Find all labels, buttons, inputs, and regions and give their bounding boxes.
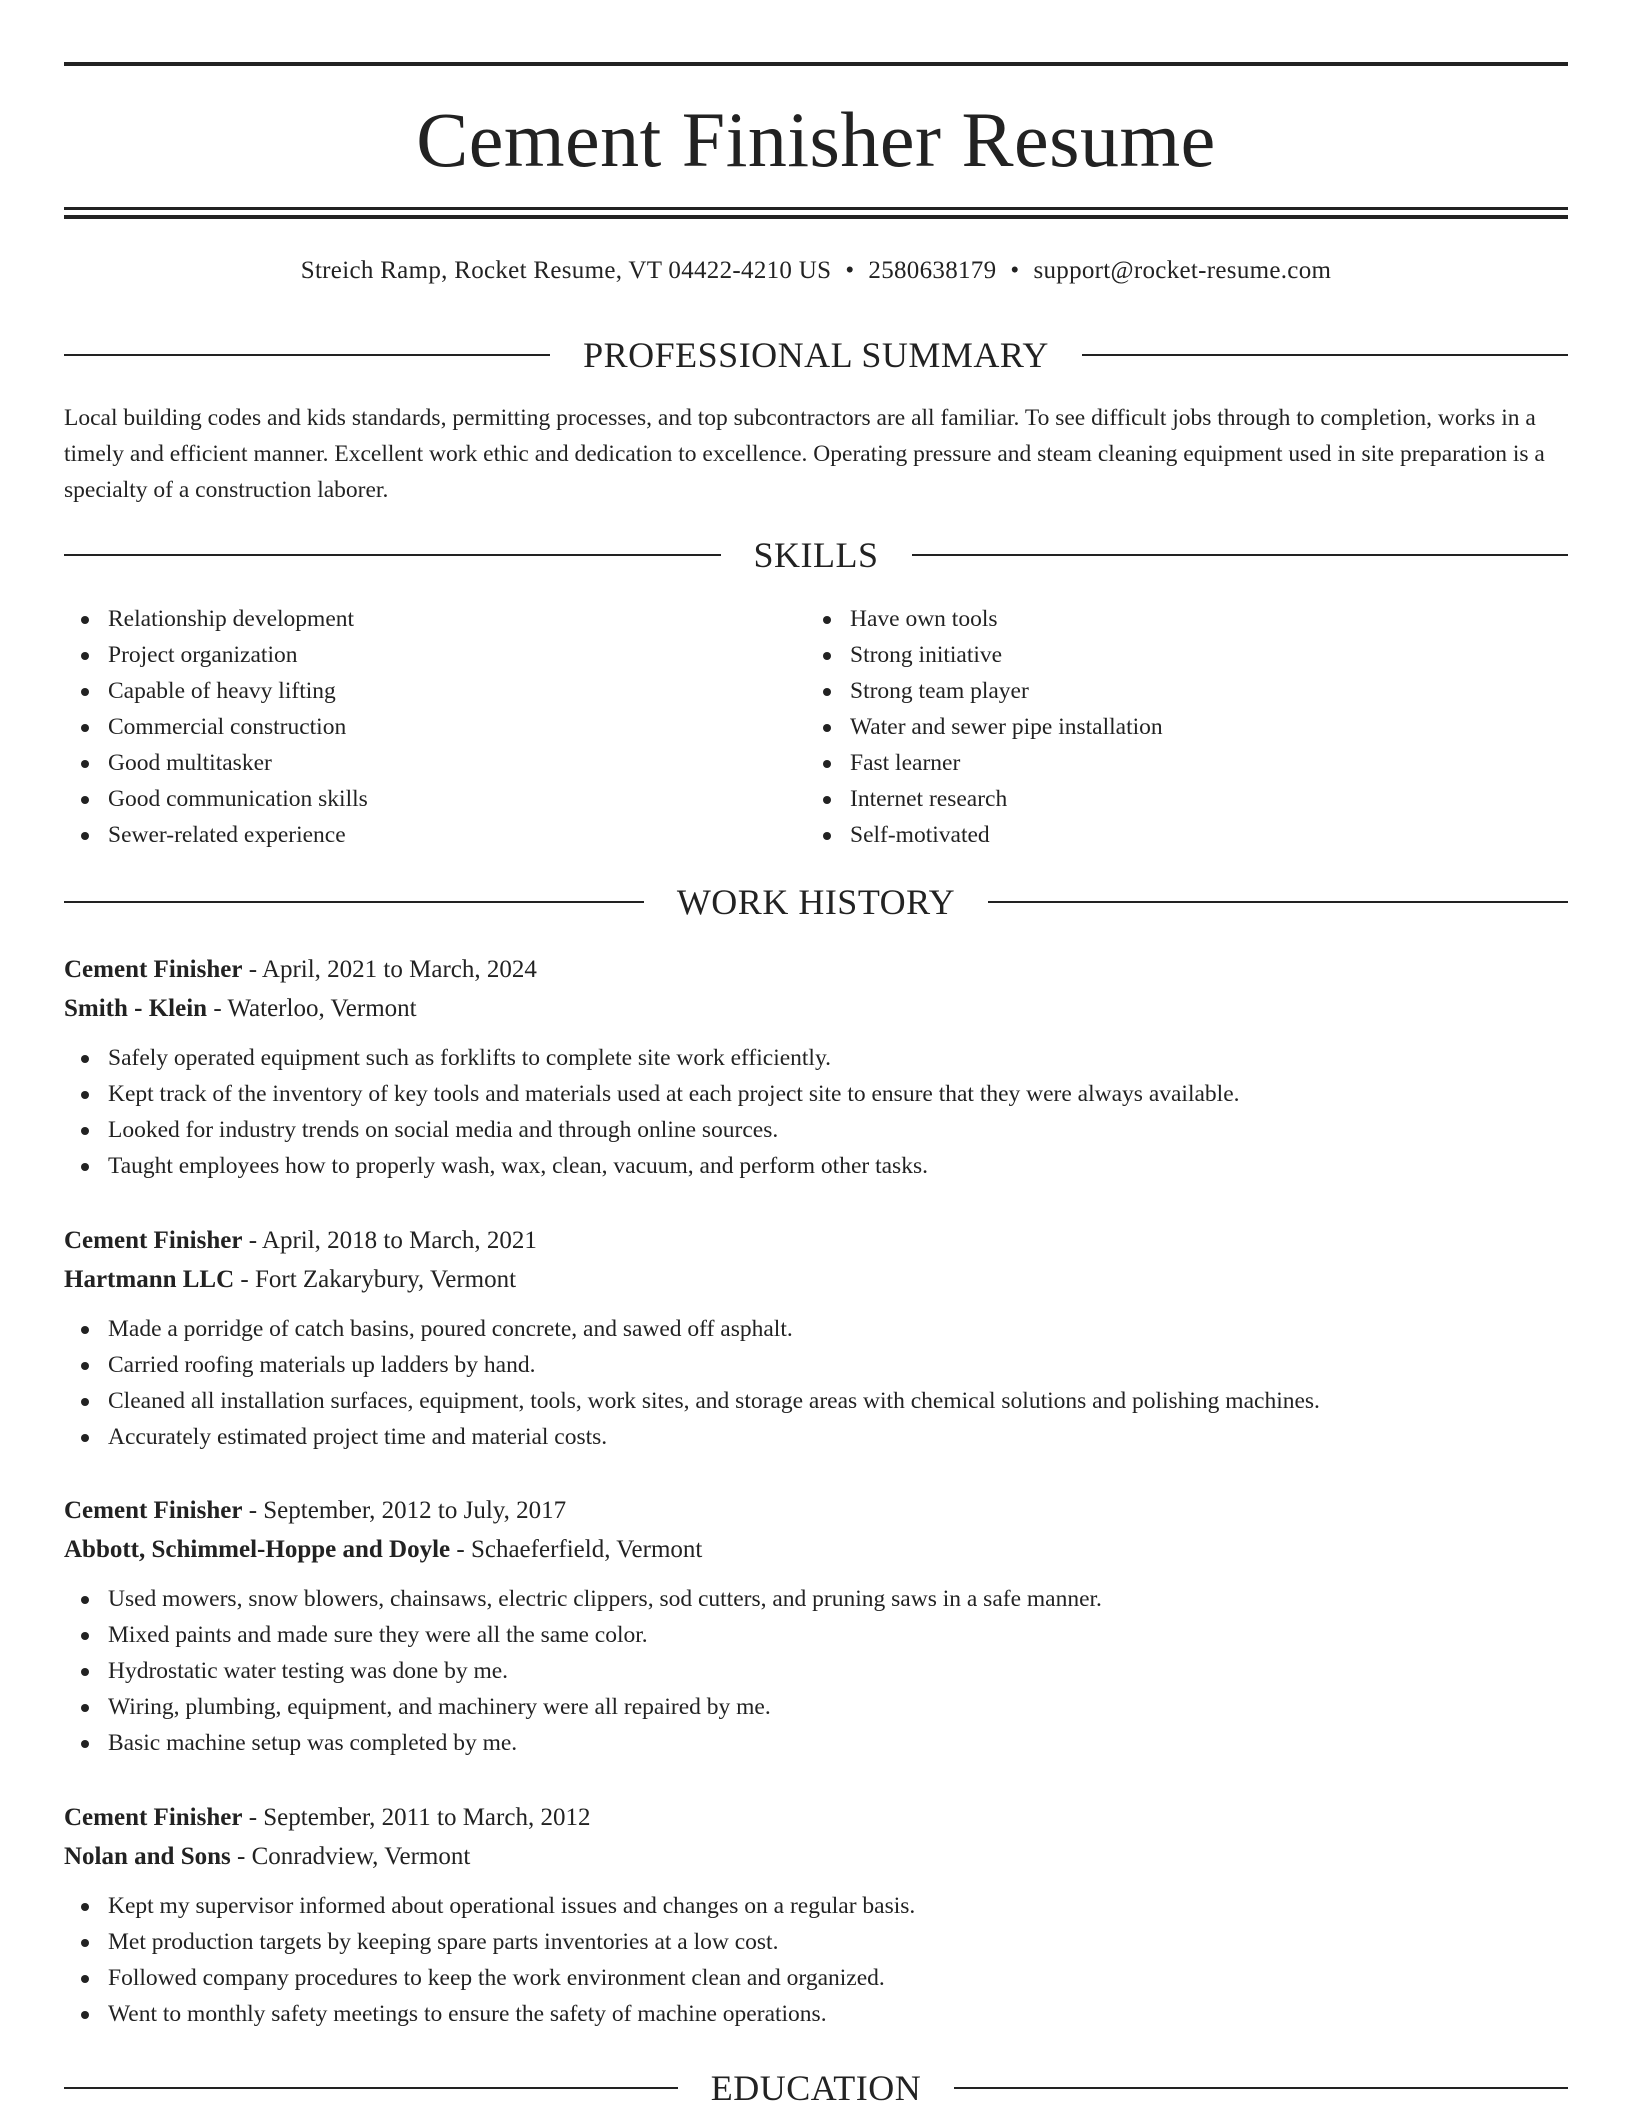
job-dates: - September, 2012 to July, 2017 xyxy=(242,1497,567,1524)
contact-separator: • xyxy=(845,257,855,284)
job-title: Cement Finisher xyxy=(64,956,243,983)
resume-title: Cement Finisher Resume xyxy=(416,96,1216,183)
section-title: WORK HISTORY xyxy=(676,882,956,922)
section-title: PROFESSIONAL SUMMARY xyxy=(583,335,1049,375)
skill-item: Have own tools xyxy=(806,601,1548,637)
job-company: Hartmann LLC xyxy=(64,1266,235,1293)
contact-email: support@rocket-resume.com xyxy=(1033,257,1332,284)
job-duty: Accurately estimated project time and material costs. xyxy=(64,1419,1568,1455)
job-duty: Safely operated equipment such as forklifts to complete site work efficiently. xyxy=(64,1040,1568,1076)
job-company: Nolan and Sons xyxy=(64,1843,231,1870)
job-location: - Waterloo, Vermont xyxy=(207,995,417,1022)
job-title: Cement Finisher xyxy=(64,1804,243,1831)
job-entry xyxy=(64,1491,1568,1761)
job-title-line xyxy=(64,950,1568,989)
contact-line xyxy=(64,254,1568,288)
skill-item: Fast learner xyxy=(806,745,1548,781)
section-rule xyxy=(64,2087,678,2089)
job-duty: Made a porridge of catch basins, poured concrete, and sawed off asphalt. xyxy=(64,1311,1568,1347)
job-entry xyxy=(64,1221,1568,1455)
skill-item: Strong initiative xyxy=(806,637,1548,673)
job-duty: Cleaned all installation surfaces, equipment, tools, work sites, and storage areas with chemical solutions and polishing machines. xyxy=(64,1383,1568,1419)
skills-columns xyxy=(64,601,1568,853)
job-entry xyxy=(64,1798,1568,2032)
section-heading-skills xyxy=(64,533,1568,577)
section-rule xyxy=(64,554,721,556)
job-company-line xyxy=(64,1837,1568,1876)
job-duties xyxy=(64,1888,1568,2032)
skill-item: Self-motivated xyxy=(806,817,1548,853)
title-rule-upper xyxy=(64,207,1568,210)
skill-item: Relationship development xyxy=(64,601,806,637)
section-rule xyxy=(1082,354,1568,356)
section-rule xyxy=(912,554,1569,556)
job-company-line xyxy=(64,989,1568,1028)
job-duty: Met production targets by keeping spare parts inventories at a low cost. xyxy=(64,1924,1568,1960)
job-dates: - April, 2018 to March, 2021 xyxy=(242,1227,537,1254)
contact-address: Streich Ramp, Rocket Resume, VT 04422-4210 US xyxy=(300,257,832,284)
top-rule xyxy=(64,62,1568,66)
skill-item: Sewer-related experience xyxy=(64,817,806,853)
job-duty: Followed company procedures to keep the work environment clean and organized. xyxy=(64,1960,1568,1996)
contact-separator: • xyxy=(1010,257,1020,284)
job-duty: Carried roofing materials up ladders by hand. xyxy=(64,1347,1568,1383)
job-title-line xyxy=(64,1221,1568,1260)
job-dates: - April, 2021 to March, 2024 xyxy=(242,956,537,983)
job-title: Cement Finisher xyxy=(64,1227,243,1254)
job-duty: Went to monthly safety meetings to ensure the safety of machine operations. xyxy=(64,1996,1568,2032)
job-duties xyxy=(64,1311,1568,1455)
skill-item: Good multitasker xyxy=(64,745,806,781)
job-location: - Conradview, Vermont xyxy=(230,1843,471,1870)
job-duty: Mixed paints and made sure they were all the same color. xyxy=(64,1617,1568,1653)
job-duties xyxy=(64,1040,1568,1184)
job-title-line xyxy=(64,1798,1568,1837)
job-duties xyxy=(64,1581,1568,1761)
skills-list-left xyxy=(64,601,806,853)
section-heading-education xyxy=(64,2066,1568,2110)
skill-item: Water and sewer pipe installation xyxy=(806,709,1548,745)
skill-item: Good communication skills xyxy=(64,781,806,817)
job-location: - Schaeferfield, Vermont xyxy=(450,1536,703,1563)
job-company: Abbott, Schimmel-Hoppe and Doyle xyxy=(64,1536,451,1563)
section-rule xyxy=(64,354,550,356)
skill-item: Capable of heavy lifting xyxy=(64,673,806,709)
job-title: Cement Finisher xyxy=(64,1497,243,1524)
job-duty: Used mowers, snow blowers, chainsaws, electric clippers, sod cutters, and pruning saws in a safe manner. xyxy=(64,1581,1568,1617)
section-rule xyxy=(988,901,1568,903)
skill-item: Internet research xyxy=(806,781,1548,817)
skill-item: Strong team player xyxy=(806,673,1548,709)
job-title-line xyxy=(64,1491,1568,1530)
job-duty: Taught employees how to properly wash, wax, clean, vacuum, and perform other tasks. xyxy=(64,1148,1568,1184)
job-company-line xyxy=(64,1530,1568,1569)
section-title: EDUCATION xyxy=(710,2068,922,2108)
section-rule xyxy=(954,2087,1568,2089)
contact-phone: 2580638179 xyxy=(868,257,997,284)
job-location: - Fort Zakarybury, Vermont xyxy=(234,1266,517,1293)
job-dates: - September, 2011 to March, 2012 xyxy=(242,1804,591,1831)
job-company: Smith - Klein xyxy=(64,995,208,1022)
skill-item: Project organization xyxy=(64,637,806,673)
section-heading-work-history xyxy=(64,880,1568,924)
job-duty: Basic machine setup was completed by me. xyxy=(64,1725,1568,1761)
skill-item: Commercial construction xyxy=(64,709,806,745)
summary-text: Local building codes and kids standards, permitting processes, and top subcontractors are all familiar. To see difficult jobs through to completion, works in a timely and efficient manner. Excellent work ethic and dedication to excellence. Operating pressure and steam cleaning equipment used in site preparation is a specialty of a construction laborer. xyxy=(64,405,1545,503)
job-duty: Kept track of the inventory of key tools and materials used at each project site to ensure that they were always available. xyxy=(64,1076,1568,1112)
job-duty: Hydrostatic water testing was done by me. xyxy=(64,1653,1568,1689)
job-duty: Wiring, plumbing, equipment, and machinery were all repaired by me. xyxy=(64,1689,1568,1725)
job-duty: Kept my supervisor informed about operational issues and changes on a regular basis. xyxy=(64,1888,1568,1924)
job-duty: Looked for industry trends on social media and through online sources. xyxy=(64,1112,1568,1148)
section-heading-summary xyxy=(64,333,1568,377)
skills-list-right xyxy=(806,601,1548,853)
section-rule xyxy=(64,901,644,903)
title-rule-lower xyxy=(64,215,1568,219)
job-entry xyxy=(64,950,1568,1184)
job-company-line xyxy=(64,1260,1568,1299)
section-title: SKILLS xyxy=(753,535,879,575)
